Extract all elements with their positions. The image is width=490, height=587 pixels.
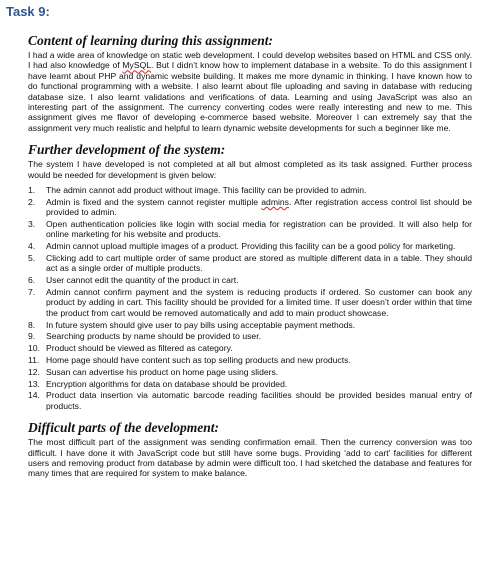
list-text: In future system should give user to pay bills using acceptable payment methods.	[46, 319, 356, 330]
list-text: Home page should have content such as top selling products and new products.	[46, 355, 351, 366]
section-heading: Content of learning during this assignment:	[28, 33, 273, 48]
list-item	[28, 331, 472, 341]
list-number: 13.	[28, 378, 40, 389]
task-title: Task 9:	[6, 4, 50, 19]
flagged-word: admins	[261, 196, 289, 207]
list-number: 8.	[28, 319, 36, 330]
list-number: 7.	[28, 287, 36, 298]
flagged-word: MySQL	[122, 60, 152, 71]
list-text: Clicking add to cart multiple order of same product are stored as multiple different data in a table. They should act as a single order of multiple products.	[46, 253, 472, 274]
paragraph-text: I had a wide area of knowledge on static web development. I could develop websites based on HTML and CSS only. I had also knowledge of	[28, 50, 472, 71]
list-item	[28, 253, 472, 274]
list-text: Admin is fixed and the system cannot register multiple	[46, 196, 262, 207]
list-item	[28, 367, 472, 377]
list-number: 6.	[28, 275, 36, 286]
list-item	[28, 241, 472, 251]
development-list	[28, 185, 472, 411]
list-number: 4.	[28, 241, 36, 252]
list-text: Product data insertion via automatic barcode reading facilities should be provided besides manual entry of products.	[46, 390, 472, 411]
list-number: 1.	[28, 185, 36, 196]
list-item	[28, 390, 472, 411]
list-item	[28, 185, 472, 195]
list-number: 12.	[28, 366, 40, 377]
list-text: Admin cannot confirm payment and the system is reducing products if ordered. So customer can book any product by adding in cart. This facility should be provided for a limited time. If user doesn’t order within that time the product from cart would be removed automatically and add to main product showcase.	[46, 287, 472, 318]
list-text: Encryption algorithms for data on database should be provided.	[46, 378, 288, 389]
list-text: Product should be viewed as filtered as category.	[46, 343, 233, 354]
section-intro: The system I have developed is not completed at all but almost completed as its task assigned. Further process would be needed for development is given below:	[28, 159, 472, 180]
list-text: Searching products by name should be provided to user.	[46, 331, 261, 342]
list-item	[28, 219, 472, 240]
list-item	[28, 197, 472, 218]
list-item	[28, 343, 472, 353]
list-item	[28, 287, 472, 318]
list-item	[28, 379, 472, 389]
list-number: 5.	[28, 253, 36, 264]
list-text: Susan can advertise his product on home page using sliders.	[46, 366, 279, 377]
section-content-of-learning	[28, 33, 472, 133]
section-paragraph	[28, 50, 472, 133]
list-number: 11.	[28, 355, 40, 366]
list-text: . After registration access control list should be provided to admin.	[46, 196, 472, 218]
list-item	[28, 355, 472, 365]
list-text: Admin cannot upload multiple images of a product. Providing this facility can be a good policy for marketing.	[46, 241, 456, 252]
section-paragraph: The most difficult part of the assignment was sending confirmation email. Then the currency conversion was too difficult. I have done it with JavaScript code but still have some bugs. Providing ‘add to cart’ facilities for different users and removing product from database by admin were difficult too. I had sketched the database and features for many times that are required for system to make balance.	[28, 437, 472, 479]
list-item	[28, 275, 472, 285]
list-number: 9.	[28, 331, 36, 342]
list-number: 10.	[28, 343, 40, 354]
paragraph-text: . But I didn’t know how to implement database in a website. To do this assignment I have learnt about PHP and dynamic website building. It makes me more dynamic in thinking. I have known how to do functional programming with a website. I also learnt about file uploading and saving in database with reducing database size. I also learnt validations and verifications of data. Learning and using JavaScript was also an interesting part of the assignment. The currency converting codes were really interesting and new to me. This assignment gives me flavor of developing e-commerce based website. Moreover I can extremely say that the assignment very much realistic and helpful to learn dynamic website developments for such a beginner like me.	[28, 60, 472, 133]
section-further-development	[28, 142, 472, 411]
list-text: Open authentication policies like login with social media for registration can be provided. It will also help for online marketing for his website and products.	[46, 219, 472, 240]
section-heading: Difficult parts of the development:	[28, 420, 219, 436]
list-item	[28, 320, 472, 330]
section-heading: Further development of the system:	[28, 142, 226, 158]
list-number: 14.	[28, 390, 40, 401]
list-text: The admin cannot add product without image. This facility can be provided to admin.	[46, 185, 367, 196]
section-difficult-parts	[28, 420, 472, 479]
list-text: User cannot edit the quantity of the product in cart.	[46, 275, 239, 286]
list-number: 2.	[28, 196, 36, 207]
list-number: 3.	[28, 219, 36, 230]
